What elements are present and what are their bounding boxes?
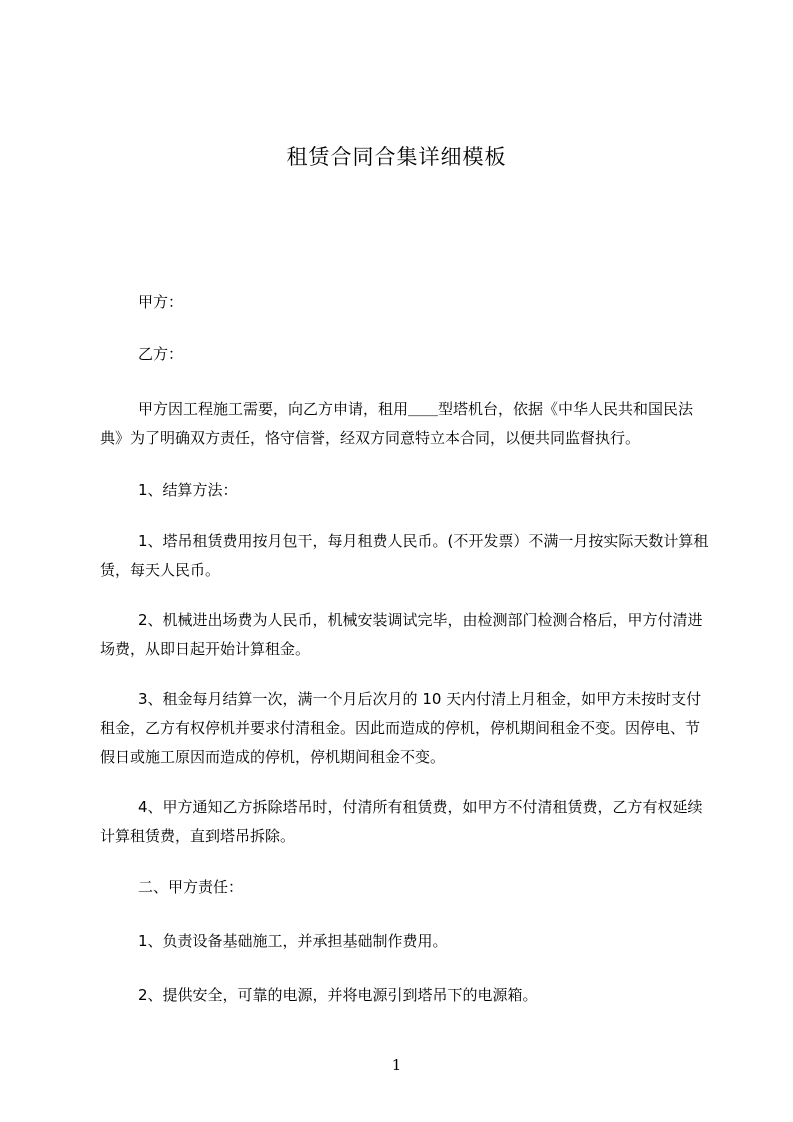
clause-paragraph: 1、负责设备基础施工，并承担基础制作费用。	[138, 932, 448, 950]
page-number: 1	[391, 1056, 402, 1074]
clause-paragraph: 3、租金每月结算一次，满一个月后次月的 10 天内付清上月租金，如甲方未按时支付租金，乙方有权停机并要求付清租金。因此而造成的停机，停机期间租金不变。因停电、节假日或施工原因而造成的停机，停机期间租金不变。	[100, 690, 702, 766]
section-heading-settlement: 1、结算方法：	[138, 481, 238, 499]
document-title: 租赁合同合集详细模板	[286, 145, 507, 169]
clause-paragraph: 2、机械进出场费为人民币，机械安装调试完毕，由检测部门检测合格后，甲方付清进场费，从即日起开始计算租金。	[100, 611, 703, 658]
clause-paragraph: 4、甲方通知乙方拆除塔吊时，付清所有租赁费，如甲方不付清租赁费，乙方有权延续计算租赁费，直到塔吊拆除。	[100, 798, 703, 845]
party-a-line: 甲方：	[138, 293, 184, 311]
section-heading-party-a-duties: 二、甲方责任：	[138, 878, 244, 896]
party-b-line: 乙方：	[138, 345, 184, 363]
preamble-paragraph: 甲方因工程施工需要，向乙方申请，租用＿＿型塔机台，依据《中华人民共和国民法典》为了明确双方责任，恪守信誉，经双方同意特立本合同，以便共同监督执行。	[100, 400, 694, 447]
clause-paragraph: 1、塔吊租赁费用按月包干，每月租费人民币。(不开发票）不满一月按实际天数计算租赁，每天人民币。	[100, 532, 709, 579]
clause-paragraph: 2、提供安全，可靠的电源，并将电源引到塔吊下的电源箱。	[138, 986, 538, 1004]
